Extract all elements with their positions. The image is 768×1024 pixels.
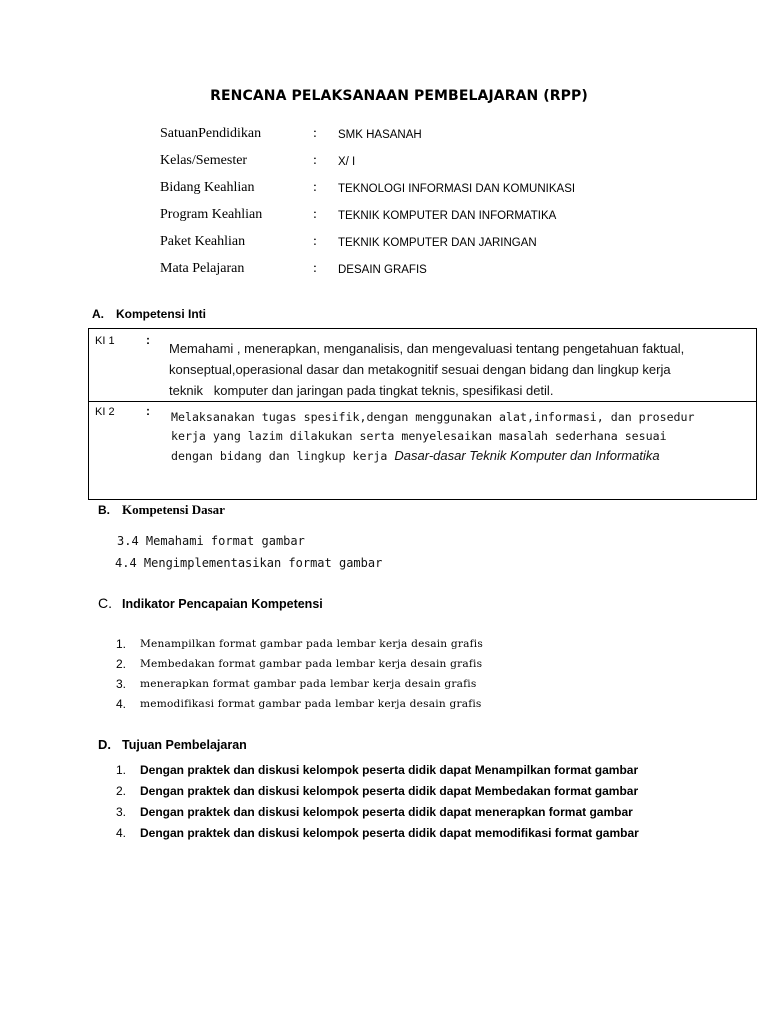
identity-value: SMK HASANAH: [338, 129, 422, 141]
identity-value: TEKNIK KOMPUTER DAN INFORMATIKA: [338, 210, 557, 222]
ki2-text: [171, 408, 695, 466]
list-text: Dengan praktek dan diskusi kelompok peserta didik dapat Menampilkan format gambar: [140, 763, 639, 777]
ki2-colon: :: [146, 404, 150, 418]
kompetensi-dasar-item: 4.4 Mengimplementasikan format gambar: [115, 556, 383, 570]
identity-colon: :: [313, 207, 317, 222]
ki2-line: Melaksanakan tugas spesifik,dengan menggunakan alat,informasi, dan prosedur: [171, 410, 695, 424]
document-title: RENCANA PELAKSANAAN PEMBELAJARAN (RPP): [210, 88, 588, 104]
ki1-label: KI 1: [95, 335, 115, 347]
section-b-letter: B.: [98, 503, 110, 517]
section-c-heading: [98, 595, 323, 611]
list-text: Menampilkan format gambar pada lembar kerja desain grafis: [140, 638, 484, 650]
identity-value: DESAIN GRAFIS: [338, 264, 427, 276]
list-text: menerapkan format gambar pada lembar kerja desain grafis: [140, 678, 477, 690]
identity-value: TEKNIK KOMPUTER DAN JARINGAN: [338, 237, 537, 249]
identity-row-program-keahlian: [160, 207, 720, 227]
section-b-title: Kompetensi Dasar: [122, 502, 225, 517]
identity-colon: :: [313, 234, 317, 249]
section-a-letter: A.: [92, 307, 104, 321]
list-number: 3.: [116, 805, 127, 819]
ki-row-divider: [89, 401, 756, 402]
kompetensi-dasar-item: 3.4 Memahami format gambar: [117, 534, 305, 548]
identity-value: X/ I: [338, 156, 356, 168]
list-number: 4.: [116, 697, 127, 711]
ki2-line-last: [171, 446, 695, 466]
kompetensi-inti-table: [88, 328, 757, 500]
list-number: 2.: [116, 657, 127, 671]
identity-label: Program Keahlian: [160, 207, 263, 222]
section-a-heading: [92, 307, 206, 321]
section-c-letter: C.: [98, 595, 112, 611]
section-d-heading: [98, 737, 247, 752]
identity-colon: :: [313, 180, 317, 195]
identity-label: SatuanPendidikan: [160, 126, 262, 141]
list-number: 4.: [116, 826, 127, 840]
identity-label: Kelas/Semester: [160, 153, 248, 168]
ki2-tail-italic: Dasar-dasar Teknik Komputer dan Informatika: [394, 448, 660, 463]
identity-label: Paket Keahlian: [160, 234, 246, 249]
identity-label: Mata Pelajaran: [160, 261, 245, 276]
identity-value: TEKNOLOGI INFORMASI DAN KOMUNIKASI: [338, 183, 576, 195]
ki2-line: dengan bidang dan lingkup kerja: [171, 449, 395, 463]
ki1-line: teknik komputer dan jaringan pada tingkat teknis, spesifikasi detil.: [169, 383, 554, 398]
identity-colon: :: [313, 153, 317, 168]
list-number: 2.: [116, 784, 127, 798]
ki1-line: konseptual,operasional dasar dan metakognitif sesuai dengan bidang dan lingkup kerja: [169, 362, 671, 377]
list-number: 1.: [116, 637, 127, 651]
section-c-title: Indikator Pencapaian Kompetensi: [122, 597, 323, 611]
section-b-heading: [98, 502, 225, 518]
list-number: 3.: [116, 677, 127, 691]
ki1-text: [169, 338, 684, 401]
section-a-title: Kompetensi Inti: [116, 307, 207, 321]
identity-row-paket-keahlian: [160, 234, 720, 254]
list-number: 1.: [116, 763, 127, 777]
list-text: memodifikasi format gambar pada lembar kerja desain grafis: [140, 698, 482, 710]
ki1-line: Memahami , menerapkan, menganalisis, dan mengevaluasi tentang pengetahuan faktual,: [169, 341, 685, 356]
ki1-colon: :: [146, 333, 150, 347]
ki2-label: KI 2: [95, 406, 115, 418]
list-text: Dengan praktek dan diskusi kelompok peserta didik dapat Membedakan format gambar: [140, 784, 639, 798]
section-d-letter: D.: [98, 737, 111, 752]
identity-colon: :: [313, 126, 317, 141]
identity-row-satuan-pendidikan: [160, 126, 720, 146]
list-text: Dengan praktek dan diskusi kelompok peserta didik dapat memodifikasi format gambar: [140, 826, 639, 840]
identity-row-mata-pelajaran: [160, 261, 720, 281]
identity-row-kelas-semester: [160, 153, 720, 173]
list-text: Dengan praktek dan diskusi kelompok peserta didik dapat menerapkan format gambar: [140, 805, 633, 819]
list-text: Membedakan format gambar pada lembar kerja desain grafis: [140, 658, 483, 670]
identity-colon: :: [313, 261, 317, 276]
section-d-title: Tujuan Pembelajaran: [122, 738, 247, 752]
identity-row-bidang-keahlian: [160, 180, 720, 200]
ki2-line: kerja yang lazim dilakukan serta menyelesaikan masalah sederhana sesuai: [171, 429, 667, 443]
identity-label: Bidang Keahlian: [160, 180, 255, 195]
